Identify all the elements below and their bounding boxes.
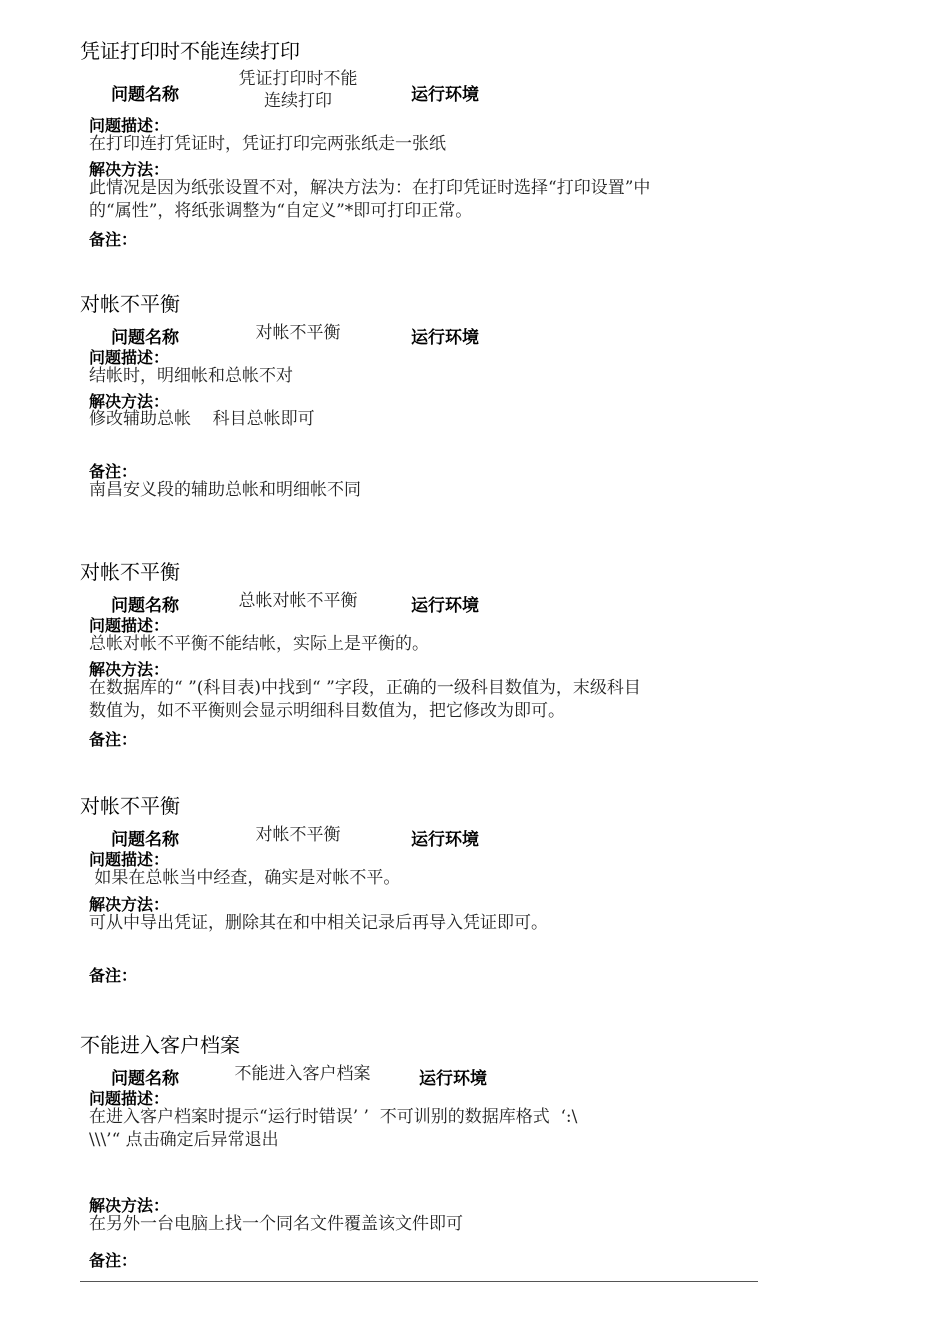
- entry-title: 对帐不平衡: [80, 794, 180, 818]
- entry-title: 对帐不平衡: [80, 292, 180, 316]
- description-label: 问题描述：: [89, 348, 170, 367]
- solution-text: 在另外一台电脑上找一个同名文件覆盖该文件即可: [89, 1214, 463, 1234]
- description-text: 在进入客户档案时提示“运行时错误’ ’ 不可训别的数据库格式 ‘:\ \\\’“ 点击确定后异常退出: [89, 1107, 578, 1150]
- solution-text: 修改辅助总帐 科目总帐即可: [89, 409, 315, 429]
- description-label: 问题描述：: [89, 616, 170, 635]
- entry-meta-row: [80, 1062, 760, 1106]
- description-label: 问题描述：: [89, 1089, 170, 1108]
- entry-title: 对帐不平衡: [80, 560, 180, 584]
- description-label: 问题描述：: [89, 116, 170, 135]
- entry-meta-row: [80, 589, 760, 633]
- problem-name-label: 问题名称: [111, 596, 179, 616]
- problem-name-value: 对帐不平衡: [255, 825, 341, 845]
- note-label: 备注：: [89, 230, 138, 249]
- runtime-env-label: 运行环境: [411, 830, 479, 850]
- solution-label: 解决方法：: [89, 660, 170, 679]
- entry-meta-row: [80, 823, 760, 867]
- problem-name-value: 对帐不平衡: [255, 323, 341, 343]
- description-text: 总帐对帐不平衡不能结帐，实际上是平衡的。: [89, 634, 429, 654]
- runtime-env-label: 运行环境: [411, 85, 479, 105]
- problem-name-label: 问题名称: [111, 1069, 179, 1089]
- problem-name-label: 问题名称: [111, 830, 179, 850]
- runtime-env-label: 运行环境: [411, 596, 479, 616]
- runtime-env-label: 运行环境: [411, 328, 479, 348]
- problem-name-label: 问题名称: [111, 85, 179, 105]
- solution-text: 可从中导出凭证，删除其在和中相关记录后再导入凭证即可。: [89, 913, 548, 933]
- solution-text: 在数据库的“ ”(科目表)中找到“ ”字段，正确的一级科目数值为，末级科目 数值为，如不平衡则会显示明细科目数值为，把它修改为即可。: [89, 678, 641, 721]
- description-text: 结帐时，明细帐和总帐不对: [89, 366, 293, 386]
- description-label: 问题描述：: [89, 850, 170, 869]
- problem-name-value: 不能进入客户档案: [234, 1064, 371, 1084]
- entry-title: 不能进入客户档案: [80, 1033, 240, 1057]
- problem-name-value: 凭证打印时不能 连续打印: [238, 69, 358, 111]
- description-text: 在打印连打凭证时，凭证打印完两张纸走一张纸: [89, 134, 446, 154]
- solution-label: 解决方法：: [89, 1196, 170, 1215]
- note-label: 备注：: [89, 462, 138, 481]
- note-text: 南昌安义段的辅助总帐和明细帐不同: [89, 480, 361, 500]
- footer-divider: [80, 1281, 758, 1282]
- solution-label: 解决方法：: [89, 392, 170, 411]
- entry-meta-row: [80, 68, 760, 112]
- solution-label: 解决方法：: [89, 895, 170, 914]
- note-label: 备注：: [89, 1251, 138, 1270]
- solution-label: 解决方法：: [89, 160, 170, 179]
- problem-name-label: 问题名称: [111, 328, 179, 348]
- note-label: 备注：: [89, 966, 138, 985]
- entry-meta-row: [80, 321, 760, 365]
- solution-text: 此情况是因为纸张设置不对，解决方法为：在打印凭证时选择“打印设置”中 的“属性”，将纸张调整为“自定义”*即可打印正常。: [89, 178, 651, 221]
- note-label: 备注：: [89, 730, 138, 749]
- problem-name-value: 总帐对帐不平衡: [238, 591, 358, 611]
- entry-title: 凭证打印时不能连续打印: [80, 39, 300, 63]
- description-text: 如果在总帐当中经查，确实是对帐不平。: [89, 868, 401, 888]
- runtime-env-label: 运行环境: [419, 1069, 487, 1089]
